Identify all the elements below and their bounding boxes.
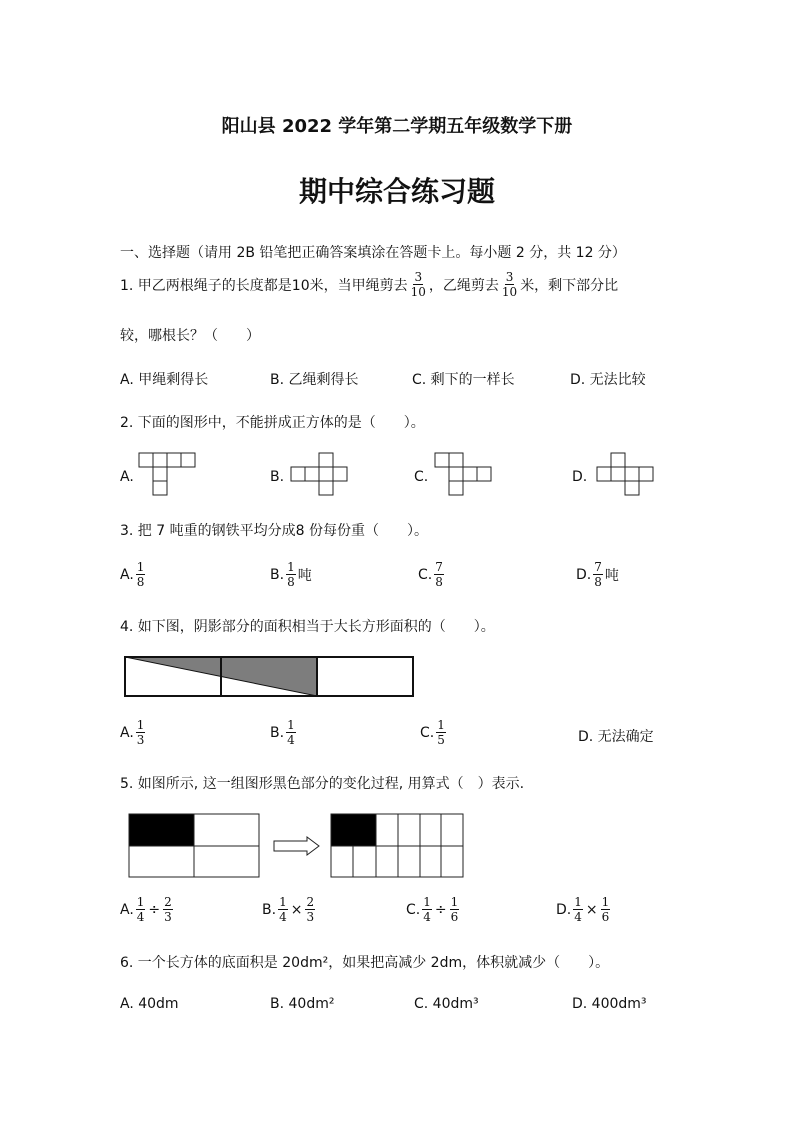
q1-fraction-2 [501,270,518,299]
q3-d-fraction [593,560,603,589]
q5-a-den2: 3 [164,910,172,924]
q4-c-label: C. [420,724,435,741]
q5-b-operator: × [290,901,303,918]
q3-a-label: A. [120,566,134,583]
q5-b-num2: 2 [306,895,315,909]
q4-rectangle-figure [124,656,416,698]
arrow-right-icon [273,836,321,856]
q5-a-num1: 1 [136,895,145,909]
q4-option-c [420,718,448,747]
q5-d-den1: 4 [574,910,582,924]
q3-c-num: 7 [435,560,443,574]
q6-option-c: C. 40dm³ [414,996,479,1012]
q6-option-a: A. 40dm [120,996,179,1012]
q1-frac1-den: 10 [410,285,426,299]
q3-d-label: D. [576,566,592,583]
q3-d-num: 7 [594,560,602,574]
q5-option-d [556,895,612,924]
q4-option-a [120,718,147,747]
q5-c-num2: 1 [450,895,459,909]
q5-b-den2: 3 [306,910,315,924]
q3-option-a [120,560,147,589]
q5-d-fraction-1 [573,895,583,924]
question-3-text: 3. 把 7 吨重的钢铁平均分成8 份每份重（ ）。 [120,523,428,539]
q1-frac2-den: 10 [501,285,518,299]
q5-c-num1: 1 [423,895,431,909]
q5-option-a [120,895,175,924]
section-heading: 一、选择题（请用 2B 铅笔把正确答案填涂在答题卡上。每小题 2 分，共 12 分） [120,245,626,261]
q5-d-num2: 1 [601,895,610,909]
q5-a-fraction-2 [163,895,173,924]
q5-c-fraction-1 [422,895,432,924]
q3-option-b [270,560,312,589]
q2-label-a: A. [120,469,134,485]
cube-net-d [596,452,656,498]
q2-label-b: B. [270,469,285,485]
q3-option-c [418,560,446,589]
question-4-text: 4. 如下图，阴影部分的面积相当于大长方形面积的（ ）。 [120,619,495,635]
q3-c-label: C. [418,566,433,583]
question-1-line1 [120,270,618,299]
q3-b-label: B. [270,566,285,583]
q1-option-d: D. 无法比较 [570,372,646,388]
q5-a-fraction-1 [136,895,146,924]
q4-c-den: 5 [437,733,445,747]
q5-b-den1: 4 [279,910,287,924]
q5-c-den2: 6 [450,910,459,924]
q4-a-fraction [136,718,146,747]
q5-b-fraction-2 [305,895,315,924]
q5-c-operator: ÷ [434,901,447,918]
q4-option-d: D. 无法确定 [578,729,654,745]
q3-a-den: 8 [136,575,145,589]
q1-fraction-1 [410,270,427,299]
q3-option-d [576,560,619,589]
q1-option-c: C. 剩下的一样长 [412,372,515,388]
q5-figure-after [330,813,466,879]
q5-d-den2: 6 [601,910,610,924]
question-5-text: 5. 如图所示, 这一组图形黑色部分的变化过程, 用算式（ ）表示. [120,776,525,792]
q4-c-fraction [436,718,446,747]
q4-b-label: B. [270,724,285,741]
cube-net-b [290,452,350,498]
q4-b-den: 4 [287,733,295,747]
q4-a-label: A. [120,724,134,741]
q5-c-fraction-2 [450,895,460,924]
q4-a-num: 1 [136,718,145,732]
q3-a-num: 1 [136,560,145,574]
q5-d-operator: × [585,901,598,918]
q4-a-den: 3 [136,733,145,747]
q1-text-b: ，乙绳剪去 [428,277,499,294]
q1-text-a: 1. 甲乙两根绳子的长度都是10米，当甲绳剪去 [120,277,408,294]
q5-d-label: D. [556,901,572,918]
q6-option-d: D. 400dm³ [572,996,647,1012]
question-1-line2: 较，哪根长？（ ） [120,328,260,344]
q5-b-num1: 1 [279,895,287,909]
q3-d-den: 8 [594,575,602,589]
q4-b-num: 1 [287,718,295,732]
q3-c-fraction [434,560,444,589]
question-2-text: 2. 下面的图形中，不能拼成正方体的是（ ）。 [120,415,425,431]
q5-c-den1: 4 [423,910,431,924]
q5-d-num1: 1 [574,895,582,909]
q5-figure-before [128,813,262,879]
q3-d-unit: 吨 [604,567,619,584]
q3-b-num: 1 [287,560,295,574]
q5-c-label: C. [406,901,421,918]
q5-a-operator: ÷ [148,901,161,918]
q3-a-fraction [136,560,146,589]
q5-a-num2: 2 [164,895,172,909]
cube-net-c [434,452,494,498]
q5-option-b [262,895,317,924]
q6-option-b: B. 40dm² [270,996,335,1012]
cube-net-a [138,452,196,498]
q5-option-c [406,895,461,924]
q1-text-c: 米，剩下部分比 [520,277,619,294]
q4-b-fraction [286,718,296,747]
q1-frac2-num: 3 [505,270,514,284]
q1-option-b: B. 乙绳剩得长 [270,372,359,388]
q3-b-fraction [286,560,296,589]
exam-title-line1: 阳山县 2022 学年第二学期五年级数学下册 [221,116,573,137]
q1-frac1-num: 3 [414,270,423,284]
q4-option-b [270,718,298,747]
q5-a-den1: 4 [136,910,145,924]
exam-title-line2: 期中综合练习题 [298,175,495,208]
q3-b-den: 8 [287,575,295,589]
q2-label-d: D. [572,469,588,485]
question-6-text: 6. 一个长方体的底面积是 20dm²，如果把高减少 2dm，体积就减少（ ）。 [120,955,610,971]
q2-label-c: C. [414,469,429,485]
q5-b-fraction-1 [278,895,288,924]
q5-d-fraction-2 [601,895,611,924]
q1-option-a: A. 甲绳剩得长 [120,372,209,388]
q3-b-unit: 吨 [297,567,312,584]
q5-a-label: A. [120,901,134,918]
q3-c-den: 8 [435,575,443,589]
q5-b-label: B. [262,901,277,918]
q4-c-num: 1 [437,718,445,732]
